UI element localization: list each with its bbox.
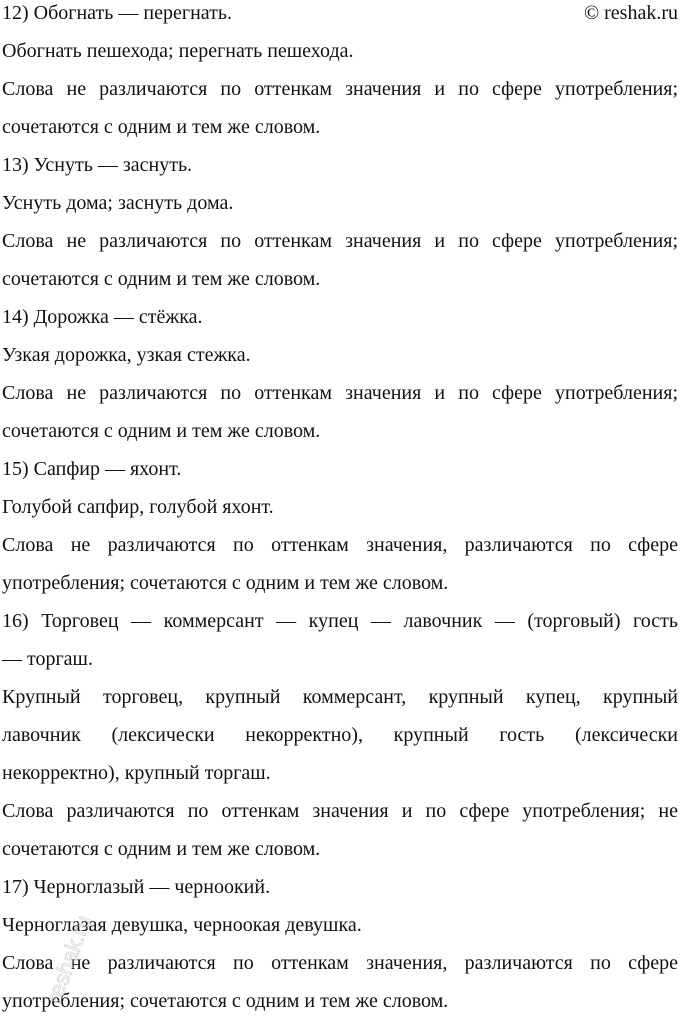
document-body bbox=[2, 0, 678, 1026]
item-16-example-line-3: некорректно), крупный торгаш. bbox=[2, 762, 271, 784]
item-12-example: Обогнать пешехода; перегнать пешехода. bbox=[2, 40, 354, 62]
item-16-title-line-1: 16) Торговец — коммерсант — купец — лавочник — (торговый) гость bbox=[2, 610, 678, 632]
item-13-example: Уснуть дома; заснуть дома. bbox=[2, 192, 234, 214]
item-13-explanation-line-1: Слова не различаются по оттенкам значения и по сфере употребления; bbox=[2, 230, 678, 252]
diagonal-watermark-text: reshak.ru bbox=[41, 911, 97, 1007]
item-12-explanation-line-2: сочетаются с одним и тем же словом. bbox=[2, 116, 321, 138]
item-16-example-line-2: лавочник (лексически некорректно), крупный гость (лексически bbox=[2, 724, 678, 746]
item-14-explanation-line-2: сочетаются с одним и тем же словом. bbox=[2, 420, 321, 442]
item-13-explanation-line-2: сочетаются с одним и тем же словом. bbox=[2, 268, 321, 290]
item-17-title: 17) Черноглазый — черноокий. bbox=[2, 876, 271, 898]
item-17-explanation-line-2: употребления; сочетаются с одним и тем же словом. bbox=[2, 990, 449, 1012]
item-12-title: 12) Обогнать — перегнать. bbox=[2, 2, 232, 24]
item-12-explanation-line-1: Слова не различаются по оттенкам значения и по сфере употребления; bbox=[2, 78, 678, 100]
item-16-example-line-1: Крупный торговец, крупный коммерсант, крупный купец, крупный bbox=[2, 686, 678, 708]
item-16-title-line-2: — торгаш. bbox=[2, 648, 93, 670]
item-15-explanation-line-2: употребления; сочетаются с одним и тем же словом. bbox=[2, 572, 449, 594]
item-14-explanation-line-1: Слова не различаются по оттенкам значения и по сфере употребления; bbox=[2, 382, 678, 404]
item-17-example: Черноглазая девушка, черноокая девушка. bbox=[2, 914, 362, 936]
item-14-example: Узкая дорожка, узкая стежка. bbox=[2, 344, 251, 366]
item-17-explanation-line-1: Слова не различаются по оттенкам значения, различаются по сфере bbox=[2, 952, 678, 974]
item-13-title: 13) Уснуть — заснуть. bbox=[2, 154, 193, 176]
item-15-explanation-line-1: Слова не различаются по оттенкам значения, различаются по сфере bbox=[2, 534, 678, 556]
item-16-explanation-line-1: Слова различаются по оттенкам значения и по сфере употребления; не bbox=[2, 800, 678, 822]
item-15-example: Голубой сапфир, голубой яхонт. bbox=[2, 496, 274, 518]
site-watermark: © reshak.ru bbox=[583, 2, 678, 24]
item-15-title: 15) Сапфир — яхонт. bbox=[2, 458, 182, 480]
item-14-title: 14) Дорожка — стёжка. bbox=[2, 306, 203, 328]
item-16-explanation-line-2: сочетаются с одним и тем же словом. bbox=[2, 838, 321, 860]
